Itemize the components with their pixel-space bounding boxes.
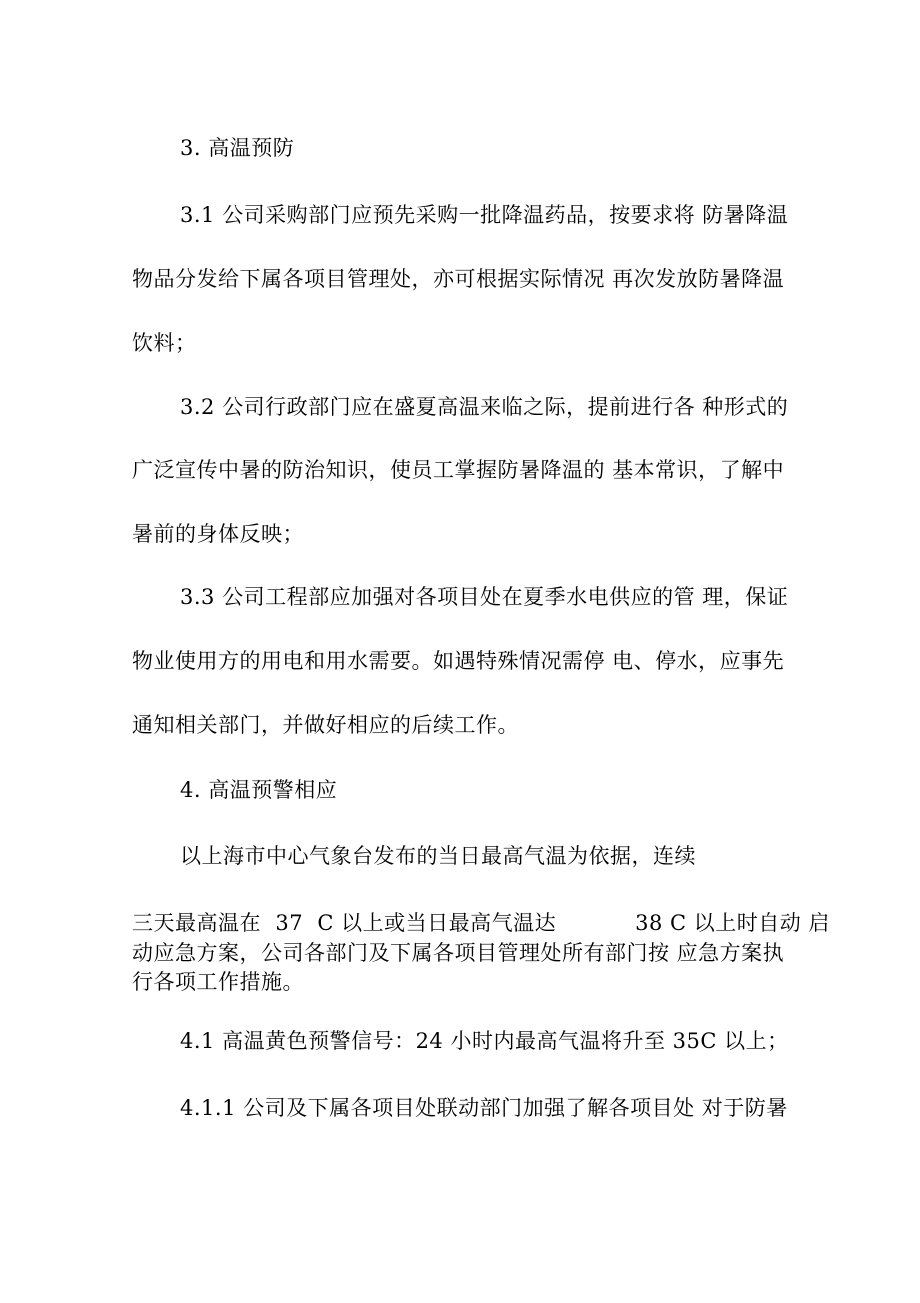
heading-4: 4. 高温预警相应: [180, 778, 338, 802]
paragraph-3-2-line-2: 广泛宣传中暑的防治知识，使员工掌握防暑降温的 基本常识，了解中: [132, 458, 785, 482]
paragraph-3-3-line-2: 物业使用方的用电和用水需要。如遇特殊情况需停 电、停水，应事先: [132, 649, 785, 673]
paragraph-3-2-line-1: 3.2 公司行政部门应在盛夏高温来临之际，提前进行各 种形式的: [180, 395, 789, 419]
paragraph-4-line-2: 三天最高温在 37 C 以上或当日最高气温达 38 C 以上时自动 启: [132, 911, 830, 935]
paragraph-4-line-1: 以上海市中心气象台发布的当日最高气温为依据，连续: [180, 844, 696, 868]
paragraph-4-line-3: 动应急方案，公司各部门及下属各项目管理处所有部门按 应急方案执: [132, 941, 785, 965]
paragraph-4-1: 4.1 高温黄色预警信号：24 小时内最高气温将升至 35C 以上；: [180, 1029, 789, 1053]
paragraph-3-1-line-1: 3.1 公司采购部门应预先采购一批降温药品，按要求将 防暑降温: [180, 203, 789, 227]
heading-3: 3. 高温预防: [180, 136, 295, 160]
paragraph-3-1-line-2: 物品分发给下属各项目管理处，亦可根据实际情况 再次发放防暑降温: [132, 267, 785, 291]
paragraph-3-2-line-3: 暑前的身体反映；: [132, 522, 304, 546]
paragraph-4-line-4: 行各项工作措施。: [132, 970, 304, 994]
paragraph-4-1-1-line-1: 4.1.1 公司及下属各项目处联动部门加强了解各项目处 对于防暑: [180, 1096, 788, 1120]
paragraph-3-1-line-3: 饮料；: [132, 331, 197, 355]
paragraph-3-3-line-3: 通知相关部门，并做好相应的后续工作。: [132, 713, 519, 737]
paragraph-3-3-line-1: 3.3 公司工程部应加强对各项目处在夏季水电供应的管 理，保证: [180, 585, 789, 609]
